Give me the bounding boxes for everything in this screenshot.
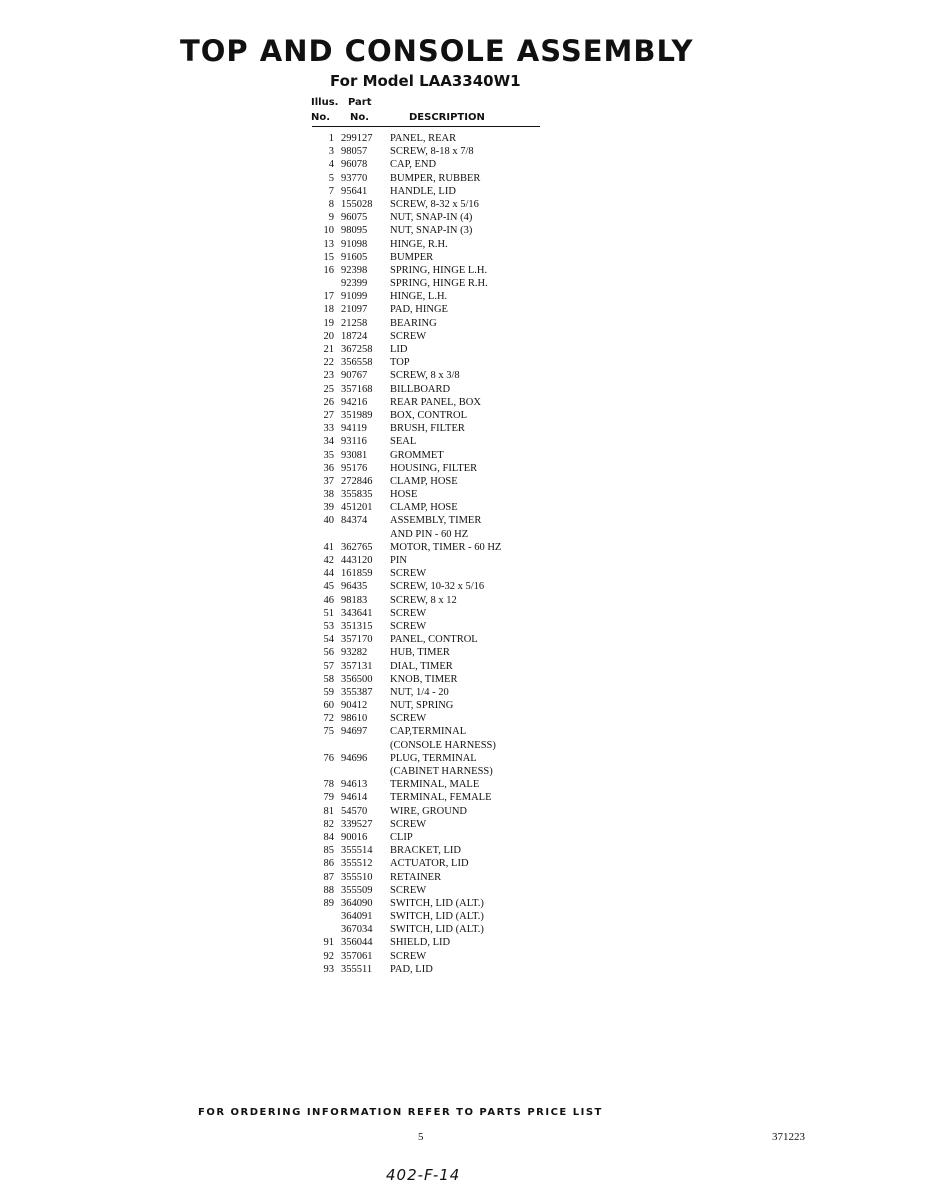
part-number: 93081: [341, 449, 368, 461]
parts-row: [312, 132, 552, 145]
parts-row: [312, 501, 552, 514]
parts-row: [312, 462, 552, 475]
part-description: SCREW, 8 x 12: [390, 594, 457, 606]
col-part-header: No.: [350, 112, 370, 123]
part-number: 356500: [341, 673, 373, 685]
part-number: 92398: [341, 264, 368, 276]
col-part-header-top: Part: [348, 97, 372, 108]
part-number: 155028: [341, 198, 373, 210]
parts-row: [312, 528, 552, 541]
part-description: SWITCH, LID (ALT.): [390, 911, 484, 923]
illus-number: 35: [323, 449, 334, 461]
part-number: 357131: [341, 660, 373, 672]
illus-number: 9: [328, 212, 334, 224]
part-description: BILLBOARD: [390, 383, 451, 395]
part-number: 91099: [341, 291, 368, 303]
part-number: 367034: [341, 924, 373, 936]
illus-number: 57: [323, 660, 334, 672]
illus-number: 17: [323, 291, 334, 303]
part-number: 343641: [341, 607, 373, 619]
handwritten-note: 402-F-14: [386, 1166, 461, 1184]
illus-number: 3: [328, 146, 334, 158]
parts-row: [312, 897, 552, 910]
part-description: BUMPER: [390, 251, 434, 263]
parts-row: [312, 805, 552, 818]
part-description: HUB, TIMER: [390, 647, 450, 659]
part-description: SEAL: [390, 436, 417, 448]
part-description: AND PIN - 60 HZ: [390, 528, 469, 540]
illus-number: 23: [323, 370, 334, 382]
part-description: BOX, CONTROL: [390, 409, 468, 421]
part-description: BUMPER, RUBBER: [390, 172, 481, 184]
parts-row: [312, 396, 552, 409]
part-description: MOTOR, TIMER - 60 HZ: [390, 541, 502, 553]
part-description: (CABINET HARNESS): [390, 766, 493, 777]
illus-number: 92: [323, 950, 334, 962]
part-description: BEARING: [390, 317, 437, 329]
part-description: TERMINAL, MALE: [390, 779, 480, 791]
part-number: 355387: [341, 686, 373, 698]
part-description: PIN: [390, 555, 407, 566]
ordering-note: FOR ORDERING INFORMATION REFER TO PARTS PRICE LIST: [198, 1107, 603, 1118]
part-number: 94697: [341, 726, 368, 738]
part-description: NUT, 1/4 - 20: [390, 686, 449, 698]
part-number: 98610: [341, 713, 368, 725]
part-description: PLUG, TERMINAL: [390, 752, 477, 764]
illus-number: 34: [323, 436, 334, 448]
illus-number: 4: [328, 159, 334, 171]
illus-number: 72: [323, 713, 334, 725]
parts-row: [312, 277, 552, 290]
illus-number: 93: [323, 963, 334, 975]
part-description: TOP: [390, 357, 410, 369]
part-description: SCREW: [390, 950, 427, 962]
illus-number: 84: [323, 831, 334, 843]
parts-row: [312, 963, 552, 976]
page-title: TOP AND CONSOLE ASSEMBLY: [180, 34, 694, 68]
parts-row: [312, 765, 552, 778]
parts-row: [312, 580, 552, 593]
document-number: 371223: [772, 1131, 805, 1143]
part-description: WIRE, GROUND: [390, 805, 467, 817]
part-number: 96075: [341, 212, 368, 224]
parts-row: [312, 211, 552, 224]
part-number: 272846: [341, 475, 373, 487]
parts-row: [312, 791, 552, 804]
illus-number: 46: [323, 594, 334, 606]
part-description: HOUSING, FILTER: [390, 462, 478, 474]
col-description-header: DESCRIPTION: [409, 112, 485, 123]
illus-number: 21: [323, 344, 334, 355]
part-number: 90412: [341, 700, 368, 712]
part-number: 96435: [341, 581, 368, 593]
part-description: SCREW: [390, 818, 427, 830]
illus-number: 18: [323, 304, 334, 316]
illus-number: 58: [323, 673, 334, 685]
illus-number: 75: [323, 726, 334, 738]
part-description: SPRING, HINGE R.H.: [390, 278, 488, 290]
parts-list: [312, 132, 552, 976]
part-description: REAR PANEL, BOX: [390, 396, 481, 408]
part-description: SPRING, HINGE L.H.: [390, 264, 488, 276]
parts-row: [312, 673, 552, 686]
part-description: KNOB, TIMER: [390, 673, 458, 685]
parts-row: [312, 409, 552, 422]
parts-row: [312, 330, 552, 343]
part-number: 355509: [341, 884, 373, 896]
part-description: PAD, LID: [390, 963, 433, 975]
part-description: CAP,TERMINAL: [390, 726, 467, 738]
part-description: HINGE, R.H.: [390, 238, 448, 250]
parts-row: [312, 739, 552, 752]
part-description: HANDLE, LID: [390, 185, 456, 197]
parts-row: [312, 594, 552, 607]
part-number: 443120: [341, 555, 373, 566]
part-number: 355510: [341, 871, 373, 883]
parts-row: [312, 488, 552, 501]
part-number: 21097: [341, 304, 368, 316]
parts-row: [312, 607, 552, 620]
part-number: 355835: [341, 489, 373, 501]
illus-number: 25: [323, 383, 334, 395]
part-number: 98057: [341, 146, 368, 158]
illus-number: 60: [323, 700, 334, 712]
part-description: SCREW, 8-18 x 7/8: [390, 146, 474, 158]
parts-row: [312, 369, 552, 382]
part-description: SCREW: [390, 330, 427, 342]
parts-row: [312, 238, 552, 251]
parts-row: [312, 620, 552, 633]
illus-number: 39: [323, 502, 334, 514]
part-description: SCREW: [390, 568, 427, 580]
parts-row: [312, 778, 552, 791]
part-number: 90016: [341, 831, 368, 843]
parts-row: [312, 910, 552, 923]
parts-row: [312, 317, 552, 330]
illus-number: 37: [323, 475, 334, 487]
illus-number: 85: [323, 845, 334, 857]
part-number: 94696: [341, 752, 368, 764]
part-number: 98095: [341, 225, 368, 237]
parts-row: [312, 633, 552, 646]
parts-row: [312, 251, 552, 264]
illus-number: 10: [323, 225, 334, 237]
part-number: 451201: [341, 502, 373, 514]
illus-number: 26: [323, 396, 334, 408]
part-description: NUT, SNAP-IN (4): [390, 212, 473, 224]
illus-number: 89: [323, 897, 334, 909]
parts-row: [312, 725, 552, 738]
part-description: BRUSH, FILTER: [390, 423, 465, 435]
col-illus-header: No.: [311, 112, 331, 123]
part-description: DIAL, TIMER: [390, 660, 453, 672]
illus-number: 82: [323, 818, 334, 830]
part-description: ACTUATOR, LID: [390, 858, 469, 870]
parts-row: [312, 303, 552, 316]
parts-row: [312, 290, 552, 303]
part-description: SCREW: [390, 620, 427, 632]
part-number: 90767: [341, 370, 368, 382]
part-description: SCREW: [390, 713, 427, 725]
part-description: TERMINAL, FEMALE: [390, 792, 492, 804]
part-number: 98183: [341, 594, 368, 606]
part-description: NUT, SNAP-IN (3): [390, 225, 473, 237]
illus-number: 38: [323, 489, 334, 501]
illus-number: 51: [323, 607, 334, 619]
part-number: 93116: [341, 436, 367, 448]
illus-number: 5: [328, 172, 334, 184]
part-number: 21258: [341, 317, 368, 329]
part-number: 92399: [341, 278, 368, 290]
illus-number: 56: [323, 647, 334, 659]
illus-number: 8: [328, 198, 334, 210]
illus-number: 91: [323, 937, 334, 949]
parts-row: [312, 871, 552, 884]
illus-number: 22: [323, 357, 334, 369]
part-number: 355511: [341, 963, 373, 975]
parts-row: [312, 884, 552, 897]
part-number: 95641: [341, 185, 368, 197]
illus-number: 20: [323, 330, 334, 342]
part-number: 93282: [341, 647, 368, 659]
part-number: 355514: [341, 845, 373, 857]
parts-row: [312, 712, 552, 725]
illus-number: 53: [323, 620, 334, 632]
parts-row: [312, 857, 552, 870]
illus-number: 42: [323, 555, 334, 566]
illus-number: 81: [323, 805, 334, 817]
part-number: 299127: [341, 133, 373, 144]
parts-row: [312, 449, 552, 462]
part-number: 54570: [341, 805, 368, 817]
part-number: 94614: [341, 792, 368, 804]
illus-number: 33: [323, 423, 334, 435]
illus-number: 59: [323, 686, 334, 698]
illus-number: 36: [323, 462, 334, 474]
part-description: SCREW, 10-32 x 5/16: [390, 581, 485, 593]
parts-row: [312, 383, 552, 396]
part-description: SWITCH, LID (ALT.): [390, 924, 484, 936]
part-number: 339527: [341, 818, 373, 830]
part-description: SCREW, 8 x 3/8: [390, 370, 460, 382]
illus-number: 87: [323, 871, 334, 883]
part-description: RETAINER: [390, 871, 442, 883]
part-number: 84374: [341, 515, 368, 527]
illus-number: 44: [323, 568, 334, 580]
parts-row: [312, 514, 552, 527]
part-number: 91605: [341, 251, 368, 263]
parts-row: [312, 950, 552, 963]
part-number: 357168: [341, 383, 373, 395]
part-description: GROMMET: [390, 449, 444, 461]
part-number: 356044: [341, 937, 373, 949]
illus-number: 27: [323, 409, 334, 421]
illus-number: 19: [323, 317, 334, 329]
parts-row: [312, 145, 552, 158]
illus-number: 78: [323, 779, 334, 791]
parts-row: [312, 343, 552, 356]
part-number: 94119: [341, 423, 367, 435]
part-number: 357170: [341, 634, 373, 646]
parts-row: [312, 422, 552, 435]
part-number: 351989: [341, 409, 373, 421]
parts-row: [312, 356, 552, 369]
part-description: ASSEMBLY, TIMER: [390, 515, 482, 527]
part-number: 161859: [341, 568, 373, 580]
illus-number: 13: [323, 238, 334, 250]
illus-number: 45: [323, 581, 334, 593]
part-number: 94216: [341, 396, 368, 408]
parts-row: [312, 567, 552, 580]
part-number: 94613: [341, 779, 368, 791]
parts-row: [312, 752, 552, 765]
part-number: 355512: [341, 858, 373, 870]
part-description: CAP, END: [390, 159, 437, 171]
header-rule: [312, 126, 540, 127]
part-description: BRACKET, LID: [390, 845, 461, 857]
parts-row: [312, 660, 552, 673]
illus-number: 1: [328, 133, 334, 144]
parts-row: [312, 699, 552, 712]
illus-number: 15: [323, 251, 334, 263]
part-description: CLAMP, HOSE: [390, 502, 458, 514]
parts-row: [312, 185, 552, 198]
part-number: 356558: [341, 357, 373, 369]
part-description: PAD, HINGE: [390, 304, 448, 316]
parts-row: [312, 541, 552, 554]
part-number: 357061: [341, 950, 373, 962]
part-description: HOSE: [390, 489, 418, 501]
illus-number: 54: [323, 634, 334, 646]
parts-row: [312, 936, 552, 949]
part-number: 18724: [341, 330, 368, 342]
illus-number: 41: [323, 541, 334, 553]
part-number: 351315: [341, 620, 373, 632]
part-number: 364090: [341, 897, 373, 909]
illus-number: 86: [323, 858, 334, 870]
page-number: 5: [418, 1131, 424, 1143]
part-number: 367258: [341, 344, 373, 355]
col-illus-header-top: Illus.: [311, 97, 339, 108]
part-description: CLIP: [390, 831, 413, 843]
parts-row: [312, 831, 552, 844]
part-description: PANEL, REAR: [390, 133, 457, 144]
parts-row: [312, 158, 552, 171]
part-description: (CONSOLE HARNESS): [390, 739, 496, 751]
part-description: CLAMP, HOSE: [390, 475, 458, 487]
illus-number: 79: [323, 792, 334, 804]
parts-row: [312, 554, 552, 567]
part-description: HINGE, L.H.: [390, 291, 448, 303]
part-description: SCREW: [390, 607, 427, 619]
parts-row: [312, 475, 552, 488]
parts-row: [312, 224, 552, 237]
parts-row: [312, 435, 552, 448]
parts-row: [312, 646, 552, 659]
parts-row: [312, 686, 552, 699]
part-description: NUT, SPRING: [390, 700, 454, 712]
part-number: 91098: [341, 238, 368, 250]
part-description: SWITCH, LID (ALT.): [390, 897, 484, 909]
illus-number: 88: [323, 884, 334, 896]
part-description: SCREW: [390, 884, 427, 896]
part-number: 364091: [341, 911, 373, 923]
illus-number: 40: [323, 515, 334, 527]
part-number: 362765: [341, 541, 373, 553]
parts-row: [312, 198, 552, 211]
part-description: PANEL, CONTROL: [390, 634, 478, 646]
model-subtitle: For Model LAA3340W1: [330, 72, 521, 90]
part-number: 95176: [341, 462, 368, 474]
part-description: SCREW, 8-32 x 5/16: [390, 198, 479, 210]
illus-number: 16: [323, 264, 334, 276]
parts-row: [312, 264, 552, 277]
parts-row: [312, 172, 552, 185]
illus-number: 76: [323, 752, 334, 764]
parts-row: [312, 923, 552, 936]
part-number: 93770: [341, 172, 368, 184]
part-description: SHIELD, LID: [390, 937, 451, 949]
part-number: 96078: [341, 159, 368, 171]
part-description: LID: [390, 344, 408, 355]
parts-row: [312, 844, 552, 857]
parts-row: [312, 818, 552, 831]
illus-number: 7: [328, 185, 334, 197]
